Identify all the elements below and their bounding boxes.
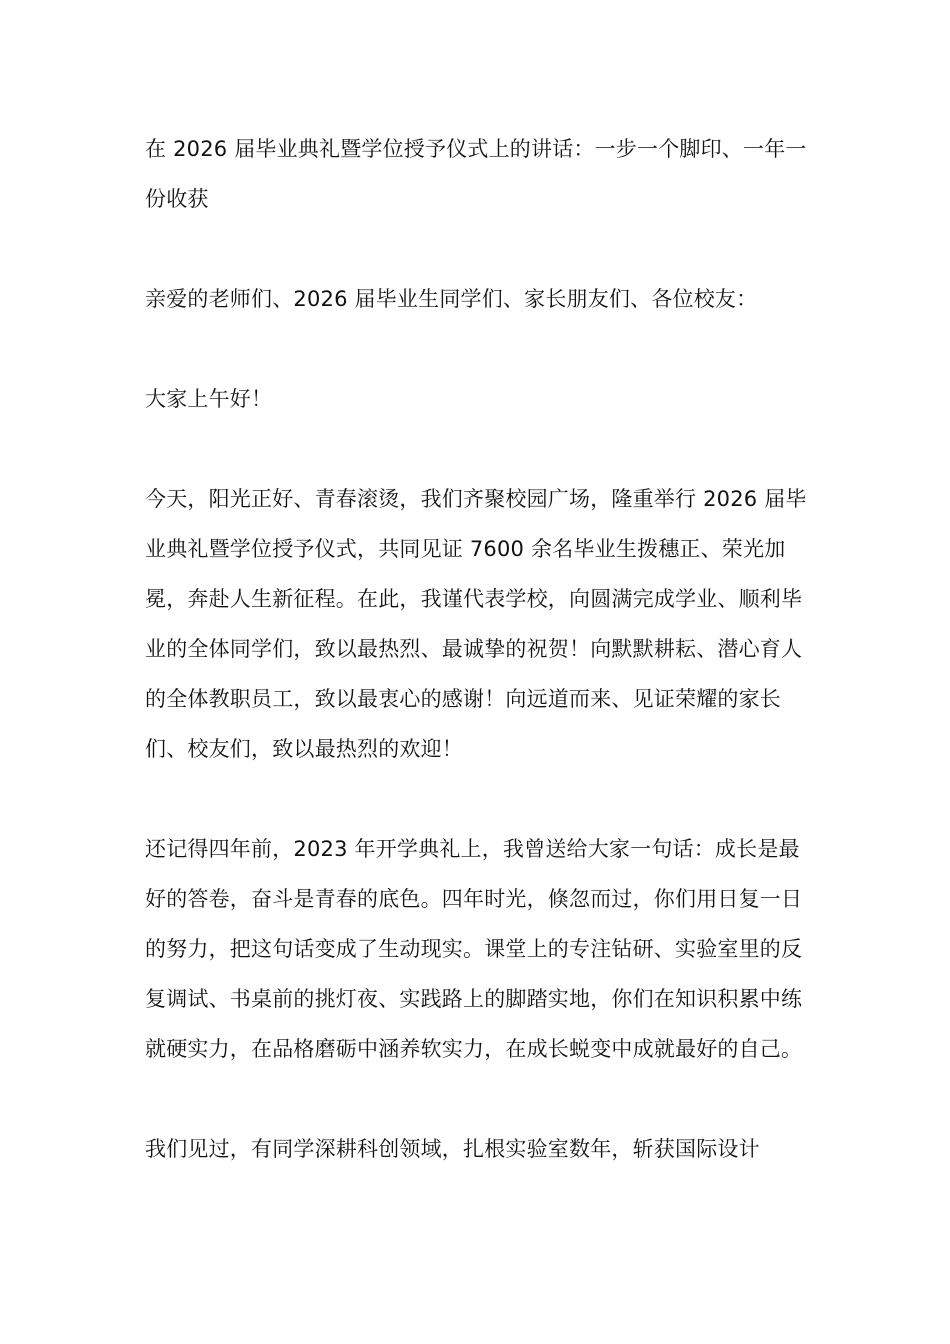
paragraph-examples: 我们见过，有同学深耕科创领域，扎根实验室数年，斩获国际设计 [145, 1137, 760, 1161]
speech-title: 在 2026 届毕业典礼暨学位授予仪式上的讲话：一步一个脚印、一年一份收获 [145, 137, 807, 211]
document-body [145, 124, 820, 1224]
paragraph-memory: 还记得四年前，2023 年开学典礼上，我曾送给大家一句话：成长是最好的答卷，奋斗是青春的底色。四年时光，倏忽而过，你们用日复一日的努力，把这句话变成了生动现实。课堂上的专注钻研、实验室里的反复调试、书桌前的挑灯夜、实践路上的脚踏实地，你们在知识积累中练就硬实力，在品格磨砺中涵养软实力，在成长蜕变中成就最好的自己。 [145, 837, 803, 1061]
paragraph-opening: 今天，阳光正好、青春滚烫，我们齐聚校园广场，隆重举行 2026 届毕业典礼暨学位授予仪式，共同见证 7600 余名毕业生拨穗正、荣光加冕，奔赴人生新征程。在此，我谨代表学校，向圆满完成学业、顺利毕业的全体同学们，致以最热烈、最诚挚的祝贺！向默默耕耘、潜心育人的全体教职员工，致以最衷心的感谢！向远道而来、见证荣耀的家长们、校友们，致以最热烈的欢迎！ [145, 487, 807, 761]
salutation: 亲爱的老师们、2026 届毕业生同学们、家长朋友们、各位校友： [145, 287, 758, 311]
greeting: 大家上午好！ [145, 387, 273, 411]
